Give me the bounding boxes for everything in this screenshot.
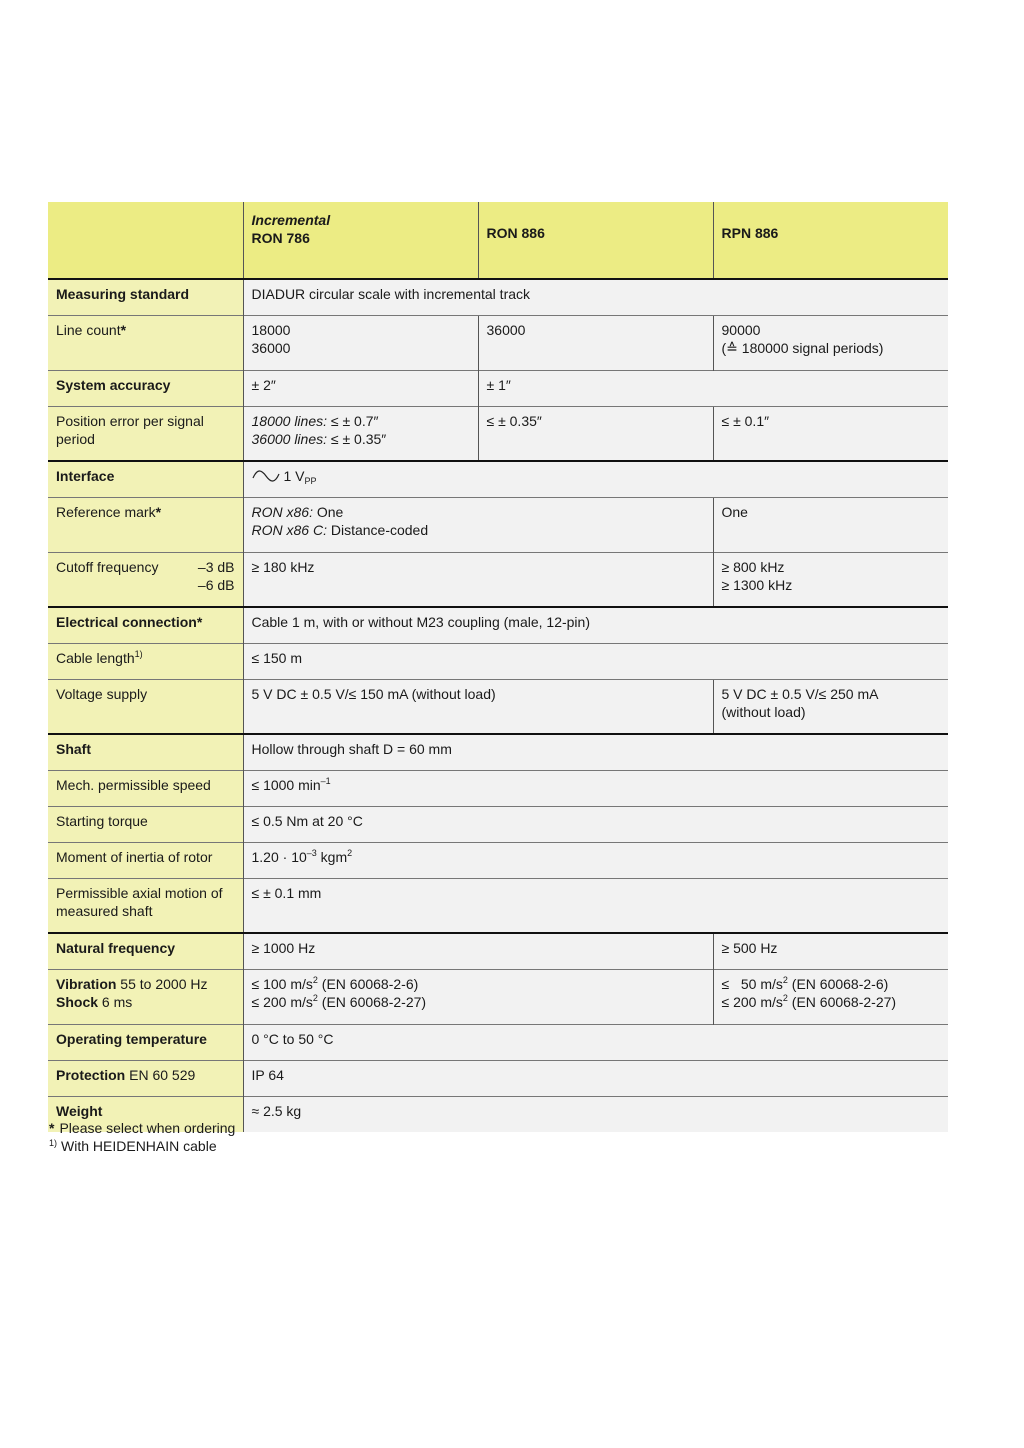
row-cable-length xyxy=(48,643,948,679)
model-name: RON 786 xyxy=(251,230,310,246)
unit-exponent: 2 xyxy=(782,974,788,985)
row-value: kgm xyxy=(316,848,348,865)
row-reference-mark xyxy=(48,497,948,552)
row-label: Shaft xyxy=(56,741,91,757)
header-model-3 xyxy=(713,202,948,279)
unit-exponent: –3 xyxy=(306,847,317,858)
row-value: ≤ 50 m/s xyxy=(721,975,783,992)
row-label: Mech. permissible speed xyxy=(56,776,211,793)
row-label: Weight xyxy=(56,1102,103,1119)
row-protection xyxy=(48,1060,948,1096)
row-value: Hollow through shaft D = 60 mm xyxy=(251,741,452,757)
row-label-detail: EN 60 529 xyxy=(125,1066,196,1083)
model-name: RON 886 xyxy=(486,225,545,241)
row-value-qualifier: RON x86 C: xyxy=(251,521,327,538)
row-value: 36000 xyxy=(251,339,291,356)
row-label-detail: 6 ms xyxy=(98,993,133,1010)
row-operating-temperature xyxy=(48,1024,948,1060)
row-label: Operating temperature xyxy=(56,1030,207,1047)
header-model-2 xyxy=(478,202,713,279)
header-empty-cell xyxy=(48,202,243,279)
row-measuring-standard xyxy=(48,279,948,315)
order-star: * xyxy=(120,321,127,338)
footnote-marker: 1) xyxy=(49,1138,58,1148)
spec-table xyxy=(48,202,948,1132)
row-mech-speed xyxy=(48,770,948,806)
row-value: ≤ 150 m xyxy=(251,649,302,666)
row-label: Shock xyxy=(56,993,99,1010)
row-label: Interface xyxy=(56,468,115,484)
row-label: Cable length xyxy=(56,649,135,666)
row-cutoff-frequency xyxy=(48,552,948,607)
row-natural-frequency xyxy=(48,933,948,969)
footnote-text: Please select when ordering xyxy=(59,1120,236,1136)
row-label: Measuring standard xyxy=(56,286,190,302)
row-starting-torque xyxy=(48,806,948,842)
model-name: RPN 886 xyxy=(721,225,779,241)
row-value: ≤ ± 0.35″ xyxy=(486,412,542,429)
row-sublabel: –3 dB xyxy=(197,558,235,575)
row-value: ≤ 1000 min xyxy=(251,776,321,793)
footnote-marker: 1) xyxy=(134,648,143,659)
footnotes xyxy=(49,1119,235,1155)
row-value: 90000 xyxy=(721,321,761,338)
row-label: System accuracy xyxy=(56,376,171,393)
row-shaft xyxy=(48,734,948,770)
row-position-error xyxy=(48,406,948,461)
row-value: ≥ 800 kHz xyxy=(721,558,785,575)
footnote-one xyxy=(49,1137,235,1155)
row-value-qualifier: RON x86: xyxy=(251,503,313,520)
row-value: ≥ 1000 Hz xyxy=(251,940,316,956)
order-star: * xyxy=(155,503,162,520)
row-sublabel: –6 dB xyxy=(197,576,235,593)
row-label: Starting torque xyxy=(56,812,148,829)
row-value: 0 °C to 50 °C xyxy=(251,1030,334,1047)
table-header-row xyxy=(48,202,948,279)
row-value: One xyxy=(721,503,748,520)
row-value: DIADUR circular scale with incremental track xyxy=(251,286,531,302)
row-axial-motion xyxy=(48,878,948,933)
row-value: Cable 1 m, with or without M23 coupling (male, 12-pin) xyxy=(251,614,590,630)
order-star: * xyxy=(196,614,203,630)
row-system-accuracy xyxy=(48,370,948,406)
row-label: Position error per signal period xyxy=(56,412,204,447)
row-label: Line count xyxy=(56,321,121,338)
row-voltage-supply xyxy=(48,679,948,734)
row-value: 5 V DC ± 0.5 V/≤ 250 mA xyxy=(721,685,879,702)
row-value: ≥ 500 Hz xyxy=(721,940,778,956)
unit-exponent: 2 xyxy=(312,992,318,1003)
footnote-star xyxy=(49,1119,235,1137)
row-value: ≈ 2.5 kg xyxy=(251,1102,302,1119)
row-value: ≤ 200 m/s xyxy=(251,993,313,1010)
unit-exponent: –1 xyxy=(320,775,331,786)
row-value-qualifier: 36000 lines: xyxy=(251,430,328,447)
footnote-text: With HEIDENHAIN cable xyxy=(61,1138,217,1154)
row-value-qualifier: 18000 lines: xyxy=(251,412,328,429)
row-value: ≥ 1300 kHz xyxy=(721,576,793,593)
row-value: (≙ 180000 signal periods) xyxy=(721,339,884,356)
row-electrical-connection xyxy=(48,607,948,643)
row-label: Voltage supply xyxy=(56,685,148,702)
row-value: (EN 60068-2-27) xyxy=(787,993,897,1010)
row-value: ≤ ± 0.1 mm xyxy=(251,884,322,901)
header-group-label: Incremental xyxy=(251,212,331,228)
row-value: IP 64 xyxy=(251,1066,284,1083)
row-value: ≤ ± 0.35″ xyxy=(327,430,387,447)
row-value: Distance-coded xyxy=(326,521,429,538)
row-value: 1.20 · 10 xyxy=(251,848,307,865)
row-label: Moment of inertia of rotor xyxy=(56,848,213,865)
row-label: Vibration xyxy=(56,975,117,992)
row-label: Natural frequency xyxy=(56,940,176,956)
row-label: Cutoff frequency xyxy=(56,558,159,575)
row-value: 18000 xyxy=(251,321,291,338)
row-value: 1 V xyxy=(283,468,305,484)
row-value-subscript: PP xyxy=(304,476,317,486)
row-moment-of-inertia xyxy=(48,842,948,878)
row-value: ≤ ± 0.7″ xyxy=(327,412,379,429)
row-value: ≤ 200 m/s xyxy=(721,993,783,1010)
row-label: Reference mark xyxy=(56,503,156,520)
unit-exponent: 2 xyxy=(312,974,318,985)
row-value: One xyxy=(312,503,344,520)
row-value: (EN 60068-2-27) xyxy=(317,993,427,1010)
row-value: 5 V DC ± 0.5 V/≤ 150 mA (without load) xyxy=(251,685,496,702)
row-value: (EN 60068-2-6) xyxy=(317,975,419,992)
row-value: ≥ 180 kHz xyxy=(251,558,315,575)
footnote-marker: * xyxy=(49,1120,55,1136)
row-value: ≤ 0.5 Nm at 20 °C xyxy=(251,812,363,829)
row-value: (without load) xyxy=(721,703,806,720)
row-vibration-shock xyxy=(48,969,948,1024)
row-value: ± 2″ xyxy=(251,376,276,393)
row-label: Protection xyxy=(56,1066,126,1083)
unit-exponent: 2 xyxy=(347,847,353,858)
row-value: 36000 xyxy=(486,321,526,338)
row-label: Permissible axial motion of measured shaft xyxy=(56,884,223,919)
row-value: ≤ 100 m/s xyxy=(251,975,313,992)
row-label: Electrical connection xyxy=(56,614,197,630)
unit-exponent: 2 xyxy=(782,992,788,1003)
row-value: (EN 60068-2-6) xyxy=(787,975,889,992)
row-value: ± 1″ xyxy=(486,376,511,393)
row-interface xyxy=(48,461,948,497)
sine-wave-icon xyxy=(252,468,280,486)
header-model-1 xyxy=(243,202,478,279)
row-value: ≤ ± 0.1″ xyxy=(721,412,770,429)
row-line-count xyxy=(48,315,948,370)
row-label-detail: 55 to 2000 Hz xyxy=(116,975,208,992)
